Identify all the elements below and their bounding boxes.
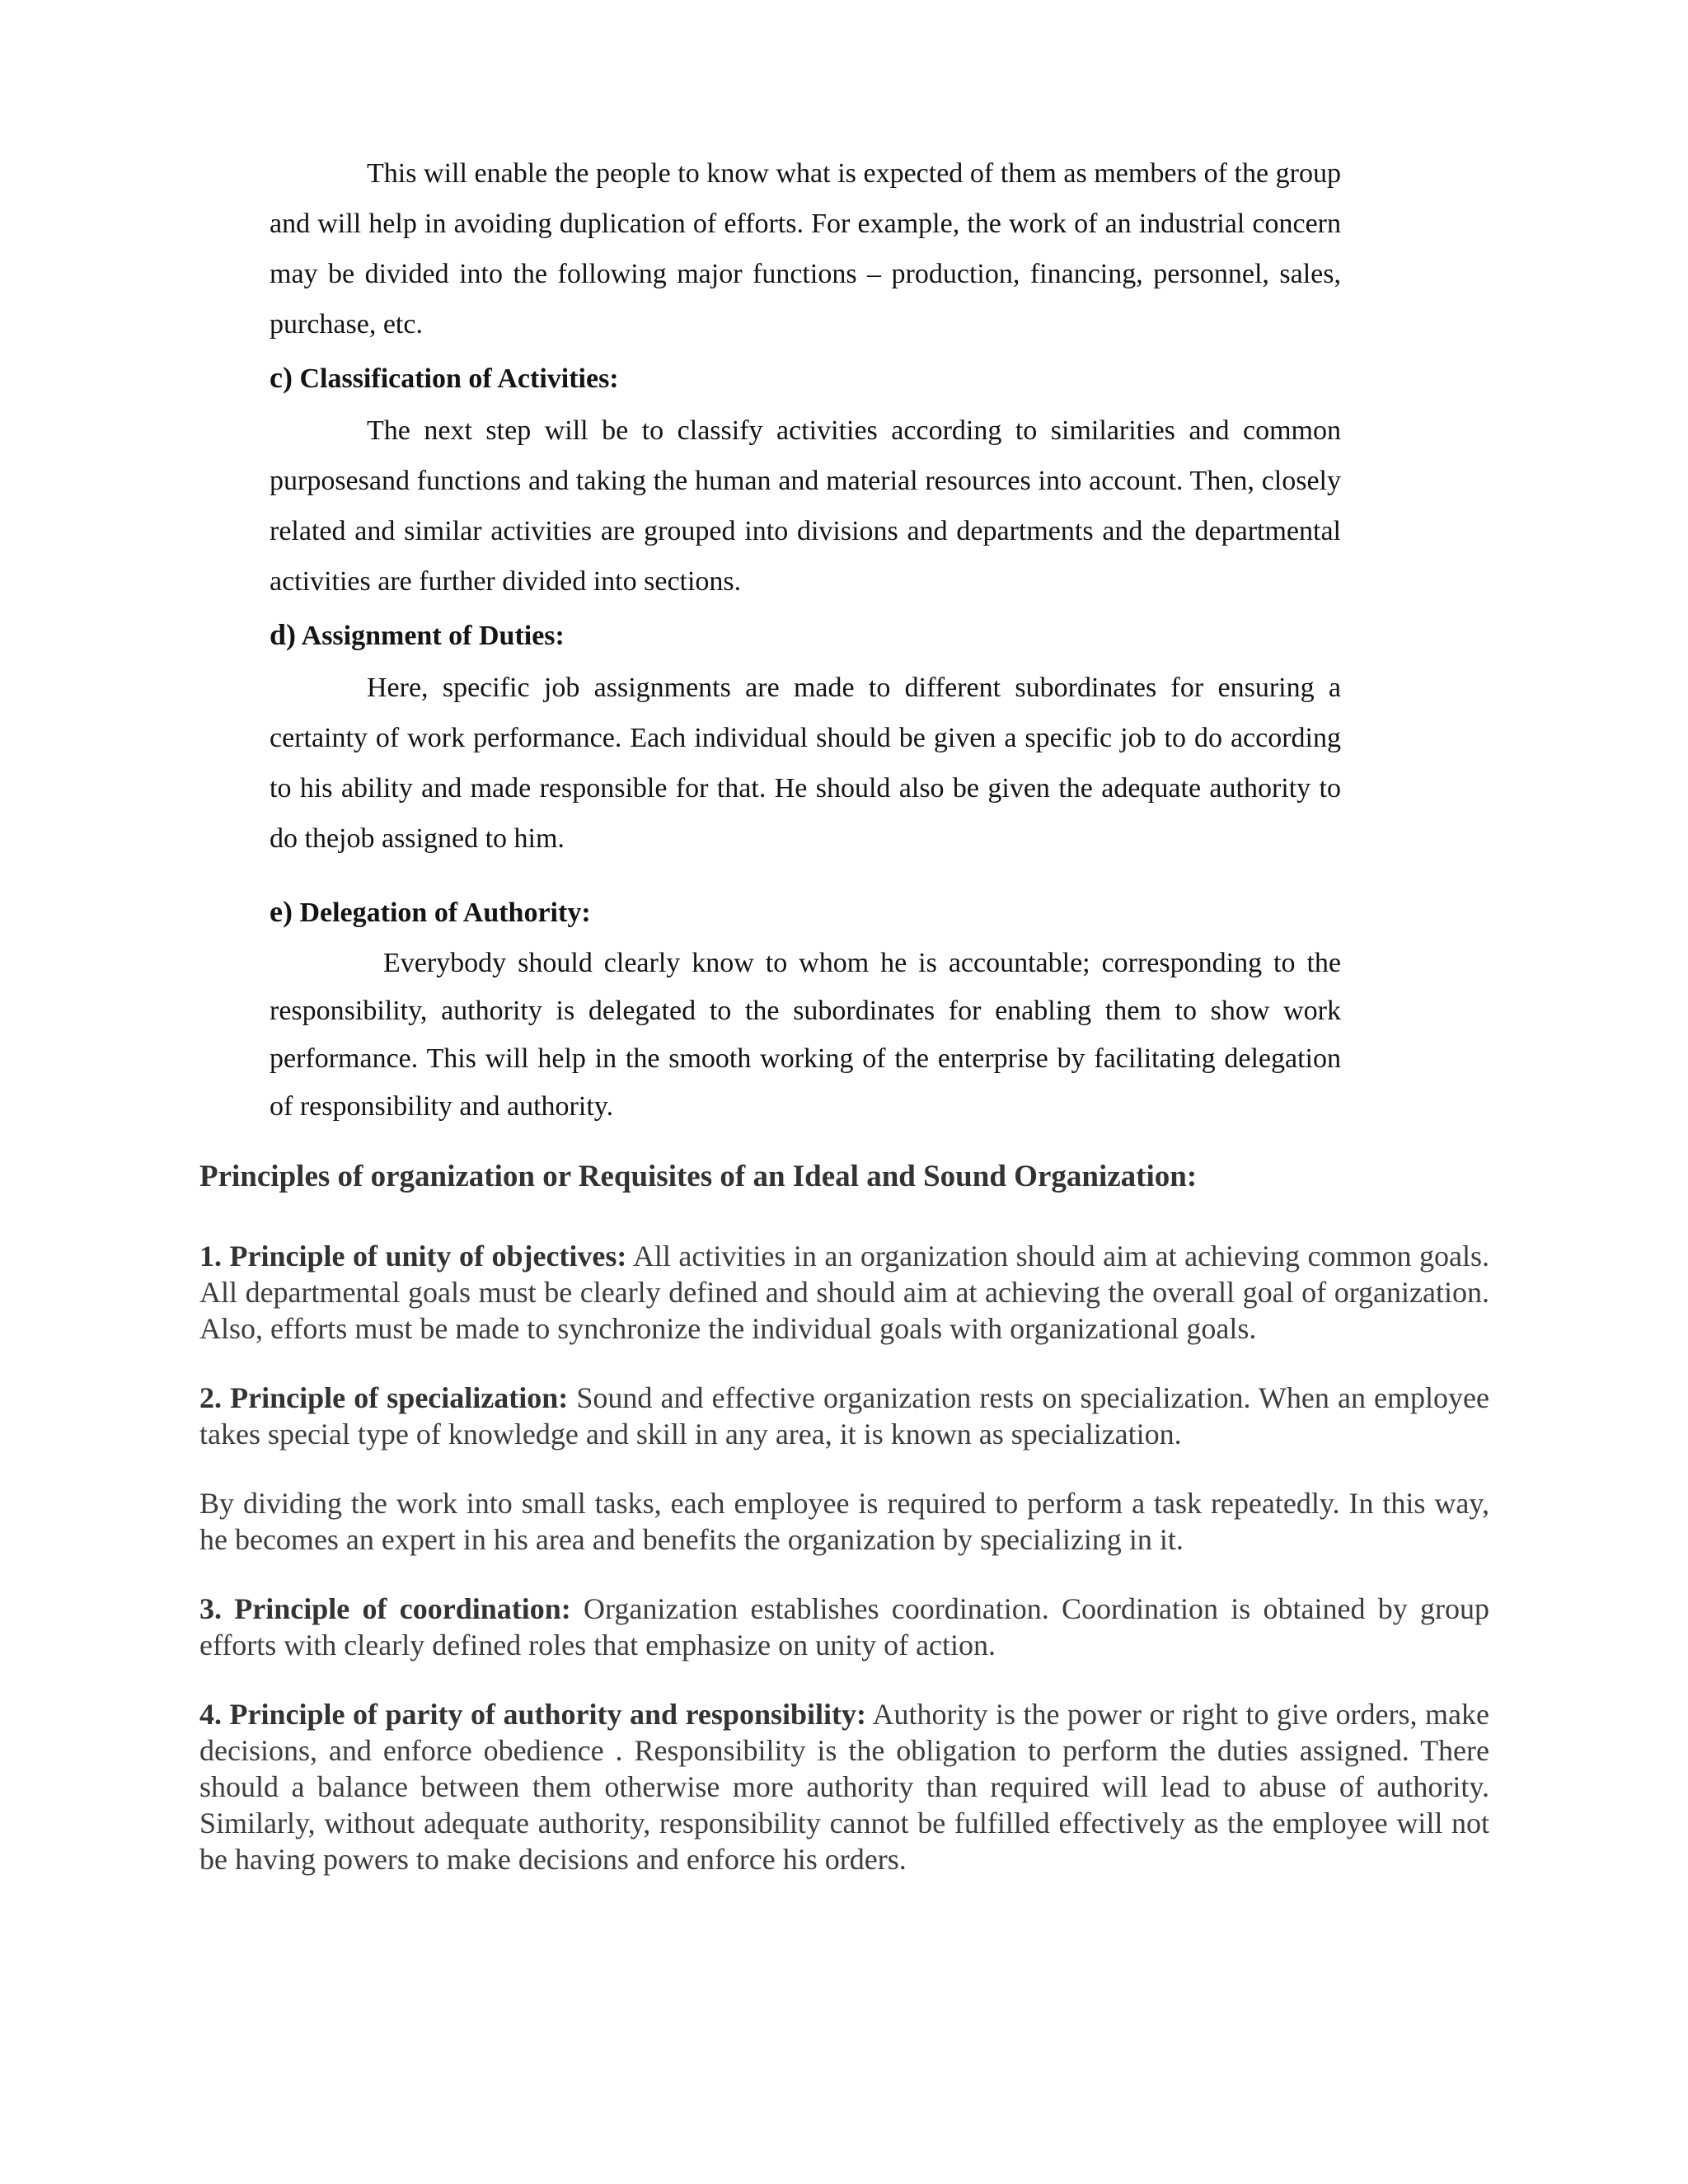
upper-section [270, 148, 1341, 1131]
principles-heading: Principles of organization or Requisites of an Ideal and Sound Organization: [199, 1160, 1198, 1193]
principle-coordination [199, 1591, 1489, 1663]
principle-1-label: 1. Principle of unity of objectives: [199, 1240, 627, 1272]
heading-marker-e: e) [270, 895, 293, 928]
heading-classification-of-activities [270, 353, 1341, 402]
delegation-paragraph: Everybody should clearly know to whom he is accountable; corresponding to the responsibility, authority is delegated to the subordinates for enabling them to show work performance. This will help in the smooth working of the enterprise by facilitating delegation of responsibility and authority. [270, 948, 1341, 1122]
heading-text-d: Assignment of Duties: [301, 621, 565, 651]
principle-2-label: 2. Principle of specialization: [199, 1381, 569, 1414]
heading-marker-c: c) [270, 361, 293, 394]
principle-3-label: 3. Principle of coordination: [199, 1592, 571, 1625]
classification-paragraph: The next step will be to classify activities according to similarities and common purposesand functions and taking the human and material resources into account. Then, closely related and similar activities are grouped into divisions and departments and the departmental activities are further divided into sections. [270, 415, 1341, 597]
principle-2-text: Sound and effective organization rests on specialization. When an employee takes special type of knowledge and skill in any area, it is known as specialization. [199, 1381, 1489, 1451]
principle-3-text: Organization establishes coordination. Coordination is obtained by group efforts with clearly defined roles that emphasize on unity of action. [199, 1592, 1489, 1661]
principle-specialization [199, 1380, 1489, 1452]
principle-unity-of-objectives [199, 1238, 1489, 1347]
heading-assignment-of-duties [270, 610, 1341, 659]
specialization-continuation: By dividing the work into small tasks, each employee is required to perform a task repeatedly. In this way, he becomes an expert in his area and benefits the organization by specializing in it. [199, 1487, 1489, 1556]
heading-marker-d: d) [270, 618, 297, 651]
principle-4-label: 4. Principle of parity of authority and responsibility: [199, 1698, 866, 1731]
heading-text-e: Delegation of Authority: [299, 898, 591, 928]
principle-1-text: All activities in an organization should aim at achieving common goals. All departmental goals must be clearly defined and should aim at achieving the overall goal of organization. Also, efforts must be made to synchronize the individual goals with organizational goals. [199, 1240, 1489, 1345]
principles-section [199, 1154, 1489, 1877]
heading-text-c: Classification of Activities: [299, 363, 619, 394]
intro-paragraph: This will enable the people to know what is expected of them as members of the group and will help in avoiding duplication of efforts. For example, the work of an industrial concern may be divided into the following major functions – production, financing, personnel, sales, purchase, etc. [270, 158, 1341, 340]
heading-delegation-of-authority [270, 887, 1341, 936]
assignment-paragraph: Here, specific job assignments are made to different subordinates for ensuring a certainty of work performance. Each individual should be given a specific job to do according to his ability and made responsible for that. He should also be given the adequate authority to do thejob assigned to him. [270, 673, 1341, 854]
principle-parity-of-authority [199, 1696, 1489, 1877]
principle-4-text: Authority is the power or right to give orders, make decisions, and enforce obedience . Responsibility is the obligation to perform the duties assigned. There should a balance between them otherwise more authority than required will lead to abuse of authority. Similarly, without adequate authority, responsibility cannot be fulfilled effectively as the employee will not be having powers to make decisions and enforce his orders. [199, 1698, 1489, 1876]
